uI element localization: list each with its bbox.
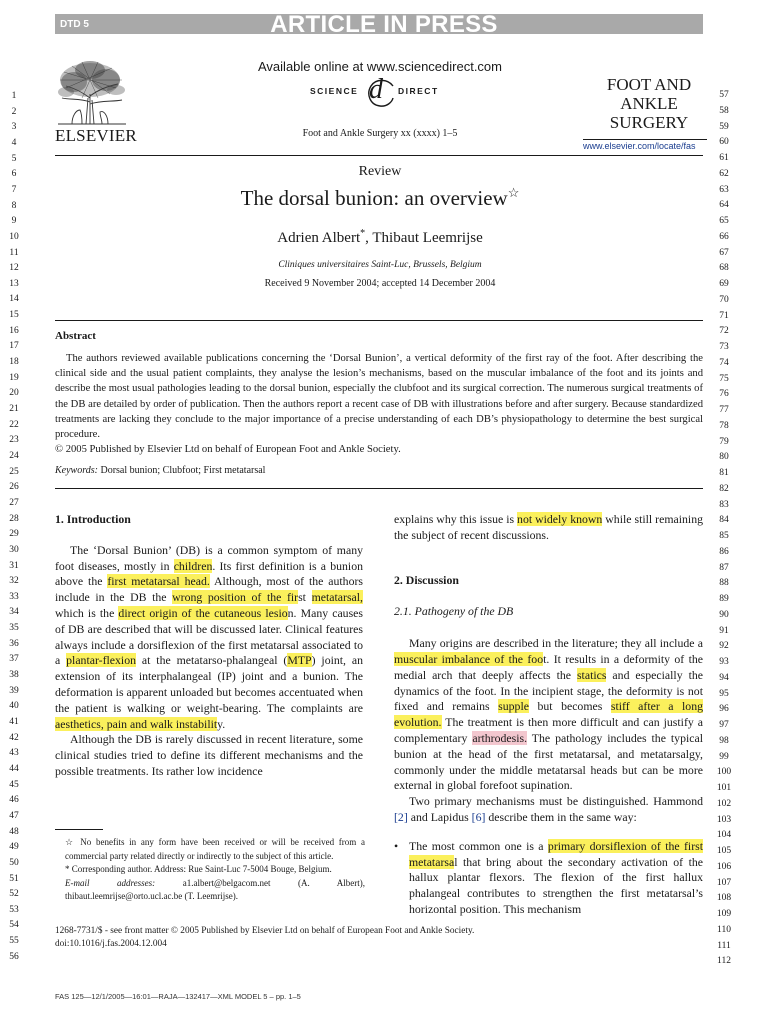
line-number-left: 53 — [9, 904, 19, 915]
highlight-pink: arthrodesis. — [472, 730, 528, 745]
line-number-right: 91 — [719, 625, 729, 636]
line-number-left: 19 — [9, 372, 19, 383]
highlight: first metatarsal head. — [107, 574, 210, 589]
sd-ring-icon — [366, 78, 396, 108]
line-number-right: 79 — [719, 436, 729, 447]
line-number-right: 101 — [716, 783, 732, 793]
line-number-left: 39 — [9, 685, 19, 696]
section-heading-introduction: 1. Introduction — [55, 512, 131, 526]
highlight: stiff after a long evolution. — [394, 699, 703, 730]
highlight: metatarsal, — [311, 590, 363, 605]
journal-title-divider — [583, 139, 707, 140]
line-number-left: 10 — [9, 231, 19, 242]
line-number-right: 109 — [716, 909, 732, 919]
line-number-left: 25 — [9, 466, 19, 477]
article-in-press-label: ARTICLE IN PRESS — [270, 11, 498, 38]
line-number-right: 84 — [719, 515, 729, 526]
line-number-left: 34 — [9, 607, 19, 618]
discussion-paragraph-2 — [394, 794, 703, 826]
highlight: statics — [576, 667, 607, 682]
available-online-text: Available online at www.sciencedirect.com — [258, 59, 502, 74]
highlight: muscular imbalance of the foo — [394, 651, 544, 666]
line-number-right: 104 — [716, 830, 732, 841]
email-addresses[interactable]: a1.albert@belgacom.net (A. Albert), thibaut.leemrijse@orto.ucl.ac.be (T. Leemrijse). — [65, 877, 365, 901]
mechanism-list — [394, 839, 703, 918]
line-number-right: 66 — [719, 231, 729, 242]
line-number-right: 65 — [719, 216, 729, 226]
line-number-right: 100 — [716, 767, 732, 778]
footnote-benefits: ☆ No benefits in any form have been received or will be received from a commercial party related directly or indirectly to the subject of this article. — [65, 837, 365, 861]
line-number-left: 26 — [9, 482, 19, 493]
line-number-right: 87 — [719, 562, 729, 573]
text-run: The pathology includes the typical bunion at the head of the first metatarsal, and metatarsalgy, commonly under the middle metatarsal heads but can be more external in global forefoot supination. — [394, 730, 703, 793]
line-number-right: 77 — [719, 405, 729, 415]
continuation-paragraph — [394, 512, 703, 544]
abstract-heading: Abstract — [55, 330, 96, 342]
line-number-right: 107 — [716, 877, 732, 888]
sd-at-glyph: d — [369, 74, 383, 105]
line-number-left: 56 — [9, 951, 19, 962]
line-number-right: 72 — [719, 326, 729, 337]
text-run: l that bring about the secondary activation of the hallux plantar flexors. The flexion of the first hallux phalangeal contributes to strengthen the first metatarsal’s horizontal position. This mechanism — [409, 854, 703, 916]
line-number-right: 70 — [719, 294, 729, 305]
line-number-left: 15 — [9, 310, 19, 321]
line-number-left: 18 — [9, 357, 19, 368]
production-footer: FAS 125—12/1/2005—16:01—RAJA—132417—XML MODEL 5 – pp. 1–5 — [55, 992, 301, 1001]
corresponding-author-mark[interactable]: * — [360, 228, 366, 239]
line-number-left: 54 — [9, 920, 19, 931]
highlight: plantar-flexion — [66, 653, 137, 668]
text-run: and Lapidus — [407, 809, 472, 824]
citation-link[interactable]: [2] — [394, 809, 408, 824]
line-number-right: 97 — [719, 720, 729, 730]
line-number-left: 44 — [9, 763, 19, 774]
highlight: not widely known — [517, 512, 603, 526]
line-number-left: 12 — [9, 263, 19, 274]
abstract-body — [55, 351, 703, 457]
line-number-left: 20 — [9, 388, 19, 399]
text-run: while still remaining the subject of recent discussions. — [394, 512, 703, 542]
line-number-right: 71 — [719, 310, 729, 321]
line-number-left: 50 — [9, 857, 19, 868]
line-number-right: 85 — [719, 531, 729, 541]
line-number-right: 57 — [719, 90, 729, 100]
text-run: The treatment is then more difficult and can justify a complementary — [394, 715, 703, 745]
line-number-left: 52 — [9, 889, 19, 900]
line-number-left: 38 — [9, 670, 19, 681]
line-number-left: 2 — [11, 106, 17, 117]
author-1: Adrien Albert — [277, 230, 361, 246]
line-number-right: 74 — [719, 357, 729, 368]
line-number-right: 78 — [719, 420, 729, 431]
subsection-heading-pathogeny: 2.1. Pathogeny of the DB — [394, 604, 514, 619]
line-number-right: 89 — [719, 594, 729, 604]
line-number-right: 111 — [717, 940, 731, 951]
line-number-left: 55 — [9, 936, 19, 947]
publisher-name: ELSEVIER — [55, 126, 137, 145]
highlight: children — [173, 558, 213, 573]
journal-title — [590, 75, 708, 132]
line-number-right: 64 — [719, 200, 729, 211]
line-number-left: 5 — [11, 153, 17, 164]
line-number-right: 96 — [719, 704, 729, 715]
line-number-right: 81 — [719, 468, 729, 478]
line-number-left: 24 — [9, 450, 19, 461]
line-number-left: 49 — [9, 842, 19, 853]
text-run: and especially the dynamics of the foot. In the incipient stage, the deformity is not fixed and remains — [394, 667, 703, 714]
keywords — [55, 465, 265, 476]
line-number-left: 28 — [9, 513, 19, 524]
line-number-left: 22 — [9, 419, 19, 430]
text-run: at the metatarso-phalangeal ( — [136, 653, 288, 668]
line-number-right: 73 — [719, 342, 729, 352]
line-number-right: 102 — [716, 798, 732, 809]
line-number-left: 30 — [9, 544, 19, 555]
line-number-left: 4 — [11, 137, 17, 148]
keywords-value: Dorsal bunion; Clubfoot; First metatarsal — [97, 465, 266, 476]
line-number-right: 60 — [719, 137, 729, 148]
highlight: MTP — [287, 653, 312, 668]
text-run: describe them in the same way: — [485, 809, 637, 824]
text-run: The ‘Dorsal Bunion’ (DB) is a common symptom of many foot diseases, mostly in — [55, 542, 363, 573]
line-number-left: 47 — [9, 810, 19, 821]
line-number-right: 88 — [719, 578, 729, 589]
author-2: , Thibaut Leemrijse — [365, 230, 483, 246]
line-number-right: 108 — [716, 893, 732, 904]
line-number-left: 1 — [11, 91, 17, 101]
line-number-right: 75 — [719, 373, 729, 384]
line-number-right: 95 — [719, 688, 729, 699]
journal-title-line: ANKLE — [620, 94, 678, 113]
article-type: Review — [358, 164, 402, 179]
journal-citation: Foot and Ankle Surgery xx (xxxx) 1–5 — [302, 128, 458, 139]
line-number-left: 21 — [9, 404, 19, 414]
text-run: . Its first definition is a bunion above the — [55, 558, 364, 589]
line-number-right: 99 — [719, 751, 729, 762]
line-number-right: 110 — [717, 924, 731, 935]
line-number-right: 58 — [719, 105, 729, 116]
header-rule — [55, 155, 703, 156]
title-footnote-mark[interactable]: ☆ — [507, 185, 520, 200]
abstract-paragraph: The authors reviewed available publications concerning the ‘Dorsal Bunion’, a vertical deformity of the first ray of the foot. After describing the clinical side and the usual patient complaints, they analyse the lesion’s mechanisms, based on the muscular imbalance of the foot and its joints and describe the most usual pathologies leading to the dorsal bunion, especially the clubfoot and its surgical correction. The numerous surgical treatments of the DB are detailed by order of publication. Then the authors report a recent case of DB with illustrations before and after surgery. Because standardized treatments are lacking they conclude to the major importance of a precise understanding of each DB’s physiopathology to determine the best surgical procedure. — [55, 353, 703, 441]
citation-link[interactable]: [6] — [471, 809, 486, 824]
line-number-left: 11 — [9, 247, 19, 258]
line-number-left: 14 — [9, 294, 19, 305]
line-number-left: 29 — [9, 529, 19, 540]
dtd-label: DTD 5 — [60, 19, 89, 30]
line-number-right: 69 — [719, 279, 729, 289]
abstract-bottom-rule — [55, 488, 703, 489]
line-number-left: 40 — [9, 701, 19, 712]
abstract-top-rule — [55, 320, 703, 321]
line-number-left: 6 — [11, 169, 17, 180]
line-number-right: 80 — [719, 452, 729, 463]
sd-right-text: DIRECT — [398, 86, 439, 96]
issn-line: 1268-7731/$ - see front matter © 2005 Published by Elsevier Ltd on behalf of European Foot and Ankle Society. — [55, 926, 475, 936]
right-column — [394, 512, 703, 918]
line-number-left: 31 — [9, 560, 19, 571]
line-number-right: 106 — [716, 861, 732, 872]
left-column — [55, 512, 363, 780]
article-authors — [0, 228, 760, 247]
text-run: The most common one is a — [409, 838, 548, 853]
line-number-right: 83 — [719, 499, 729, 510]
line-number-right: 67 — [719, 247, 729, 258]
line-number-right: 94 — [719, 672, 729, 683]
line-number-right: 105 — [716, 846, 732, 856]
line-number-right: 68 — [719, 263, 729, 274]
line-number-right: 92 — [719, 641, 729, 652]
text-run: which is the — [55, 605, 119, 620]
line-number-left: 16 — [9, 325, 19, 336]
line-number-left: 3 — [11, 122, 17, 133]
line-number-left: 36 — [9, 638, 19, 649]
doi-line[interactable]: doi:10.1016/j.fas.2004.12.004 — [55, 938, 167, 949]
keywords-label: Keywords: — [55, 465, 98, 476]
text-run: st — [298, 590, 312, 605]
line-number-left: 51 — [9, 873, 19, 884]
line-number-left: 9 — [11, 216, 17, 227]
line-number-right: 90 — [719, 609, 729, 620]
line-number-right: 93 — [719, 657, 729, 667]
intro-paragraph-1 — [55, 543, 363, 733]
line-number-left: 45 — [9, 779, 19, 790]
section-heading-discussion: 2. Discussion — [394, 572, 459, 587]
line-number-left: 43 — [9, 748, 19, 759]
email-label: E-mail addresses: — [65, 877, 156, 888]
line-number-left: 32 — [9, 576, 19, 587]
front-matter-notes — [55, 925, 474, 950]
text-run: Two primary mechanisms must be distinguished. Hammond — [409, 794, 703, 809]
list-item — [394, 839, 703, 918]
abstract-copyright: © 2005 Published by Elsevier Ltd on behalf of European Foot and Ankle Society. — [55, 444, 401, 456]
highlight: first metatarsa — [409, 838, 704, 869]
text-run: t. It results in a deformity of the medial arch that deeply affects the — [394, 651, 703, 682]
highlight: aesthetics, pain and walk instabilit — [55, 716, 218, 731]
line-number-right: 59 — [719, 121, 729, 132]
sd-left-text: SCIENCE — [310, 86, 359, 96]
sciencedirect-logo — [310, 74, 470, 108]
intro-paragraph-2: Although the DB is rarely discussed in recent literature, some clinical studies tried to define its different mechanisms and the possible treatments. Its rather low incidence — [55, 732, 363, 778]
text-run: Many origins are described in the literature; they all include a — [409, 636, 703, 651]
text-run: but becomes — [528, 699, 611, 714]
line-number-left: 33 — [9, 591, 19, 602]
line-number-right: 62 — [719, 168, 729, 179]
line-number-right: 76 — [719, 389, 729, 400]
highlight: supple — [498, 699, 529, 714]
line-number-left: 8 — [11, 200, 17, 211]
text-run: n. Many causes of DB are described that will be discussed later. Clinical features always include a dorsiflexion of the first metatarsal associated to a — [55, 605, 363, 668]
line-number-right: 82 — [719, 483, 729, 494]
line-number-left: 35 — [9, 623, 19, 634]
journal-title-line: SURGERY — [609, 113, 689, 132]
line-number-left: 46 — [9, 795, 19, 806]
line-number-right: 103 — [716, 814, 732, 825]
text-run: ) joint, an extension of its interphalangeal (IP) joint and a bunion. The deformation is apparent unloaded but becomes accentuated when the patient is walking or weight-bearing. The complaints are — [55, 653, 364, 715]
line-number-left: 41 — [9, 717, 19, 727]
line-number-right: 86 — [719, 546, 729, 557]
footnote-corresponding: * Corresponding author. Address: Rue Saint-Luc 7-5004 Bouge, Belgium. — [65, 864, 332, 874]
footnote-email — [55, 877, 365, 904]
highlight: direct origin of the cutaneous lesio — [118, 605, 288, 620]
article-title-text: The dorsal bunion: an overview — [240, 186, 508, 210]
line-number-left: 7 — [11, 184, 17, 195]
line-number-left: 42 — [9, 732, 19, 743]
journal-title-line: FOOT AND — [606, 75, 692, 94]
footnotes — [55, 836, 365, 904]
line-number-right: 112 — [717, 956, 731, 967]
footnote-rule — [55, 829, 103, 830]
line-number-right: 98 — [719, 735, 729, 746]
discussion-paragraph-1 — [394, 636, 703, 794]
received-dates: Received 9 November 2004; accepted 14 December 2004 — [264, 278, 496, 289]
line-number-left: 23 — [9, 435, 19, 446]
line-number-left: 13 — [9, 278, 19, 289]
article-title — [0, 185, 760, 211]
text-run: Although, most of the authors include in the DB the — [55, 574, 363, 605]
line-number-left: 37 — [9, 654, 19, 665]
line-number-right: 61 — [719, 153, 729, 163]
text-run: explains why this issue is — [394, 512, 518, 526]
highlight: wrong position of the fir — [172, 590, 299, 605]
line-number-left: 17 — [9, 341, 19, 352]
line-number-right: 63 — [719, 184, 729, 195]
line-number-left: 48 — [9, 826, 19, 837]
journal-url-link[interactable]: www.elsevier.com/locate/fas — [583, 141, 696, 151]
affiliation: Cliniques universitaires Saint-Luc, Brussels, Belgium — [278, 260, 482, 270]
highlight: primary dorsiflexion of the — [547, 838, 684, 853]
text-run: y. — [217, 716, 226, 731]
line-number-left: 27 — [9, 497, 19, 508]
